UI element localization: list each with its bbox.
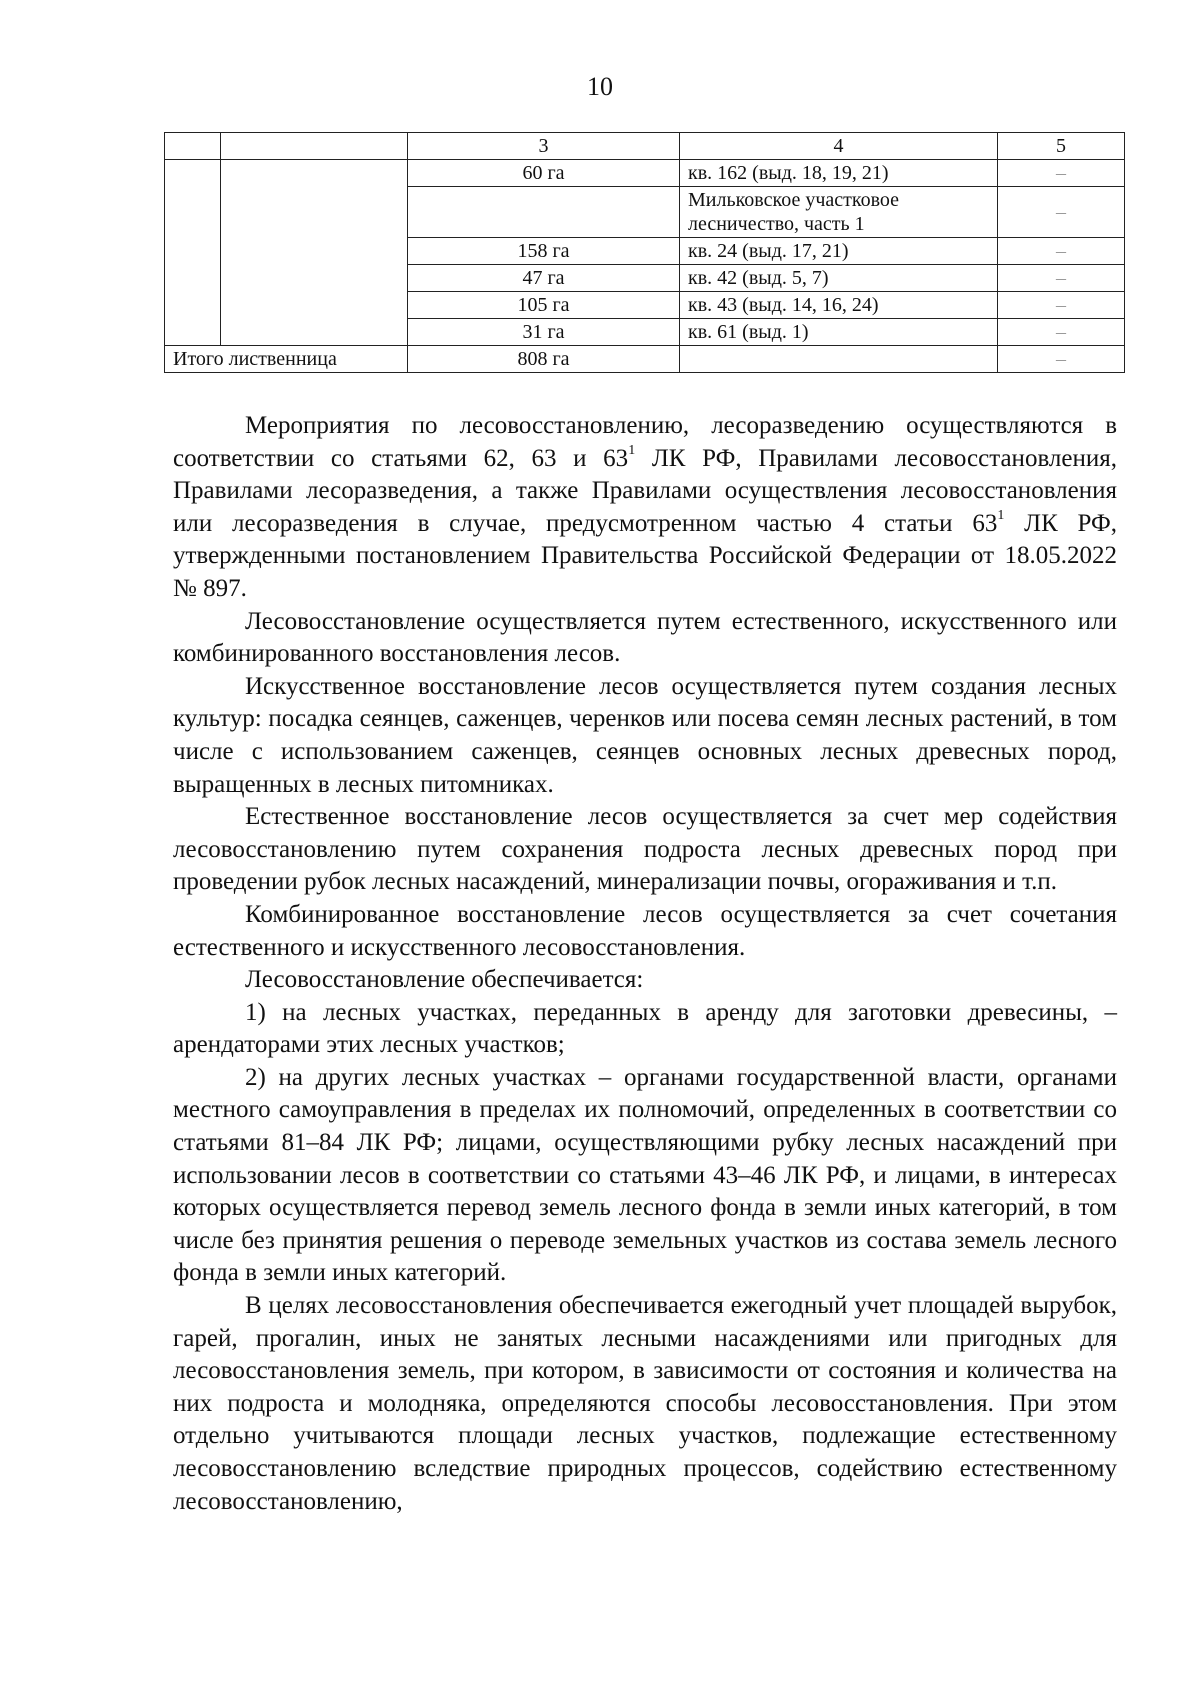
superscript: 1 bbox=[997, 508, 1005, 524]
area-cell: 31 га bbox=[408, 319, 680, 346]
header-cell-5: 5 bbox=[998, 133, 1125, 160]
merged-cell-1 bbox=[165, 160, 221, 346]
total-dash: – bbox=[998, 346, 1125, 373]
superscript: 1 bbox=[628, 443, 636, 459]
table-row bbox=[165, 160, 1125, 187]
paragraph-methods: Лесовосстановление осуществляется путем естественного, искусственного или комбинированного восстановления лесов. bbox=[173, 607, 1117, 668]
header-cell-4: 4 bbox=[680, 133, 998, 160]
area-cell: 158 га bbox=[408, 238, 680, 265]
location-cell: Мильковское участковое лесничество, часть 1 bbox=[680, 187, 998, 238]
paragraph-natural: Естественное восстановление лесов осуществляется за счет мер содействия лесовосстановлению путем сохранения подроста лесных древесных пород при проведении рубок лесных насаждений, минерализации почвы, огораживания и т.п. bbox=[173, 803, 1117, 896]
location-cell: кв. 61 (выд. 1) bbox=[680, 319, 998, 346]
dash-cell: – bbox=[998, 160, 1125, 187]
text-run: Мероприятия по лесовосстановлению, лесоразведению осуществляются в соответствии со статьями 62, 63 и 63 bbox=[173, 412, 1117, 472]
merged-cell-2 bbox=[221, 160, 408, 346]
text-run: ЛК РФ, Правилами лесовосстановления, Правилами лесоразведения, а также Правилами осуществления лесовосстановления или лесоразведения в случае, предусмотренном частью 4 статьи 63 bbox=[173, 444, 1117, 537]
table-header-row bbox=[165, 133, 1125, 160]
text-run: ЛК РФ, утвержденными постановлением Правительства Российской Федерации от 18.05.2022 № 897. bbox=[173, 509, 1118, 602]
paragraph-item-1: 1) на лесных участках, переданных в аренду для заготовки древесины, – арендаторами этих лесных участков; bbox=[173, 998, 1117, 1059]
location-cell: кв. 43 (выд. 14, 16, 24) bbox=[680, 292, 998, 319]
dash-cell: – bbox=[998, 319, 1125, 346]
location-cell: кв. 24 (выд. 17, 21) bbox=[680, 238, 998, 265]
header-cell-3: 3 bbox=[408, 133, 680, 160]
area-cell bbox=[408, 187, 680, 238]
area-cell: 60 га bbox=[408, 160, 680, 187]
page-number: 10 bbox=[587, 72, 613, 101]
area-cell: 47 га bbox=[408, 265, 680, 292]
dash-cell: – bbox=[998, 238, 1125, 265]
dash-cell: – bbox=[998, 187, 1125, 238]
total-location bbox=[680, 346, 998, 373]
paragraph-artificial: Искусственное восстановление лесов осуществляется путем создания лесных культур: посадка сеянцев, саженцев, черенков или посева семян лесных растений, в том числе с использованием саженцев, сеянцев основных лесных древесных пород, выращенных в лесных питомниках. bbox=[173, 672, 1117, 798]
dash-cell: – bbox=[998, 265, 1125, 292]
paragraph-provided-by: Лесовосстановление обеспечивается: bbox=[245, 966, 644, 994]
location-cell: кв. 162 (выд. 18, 19, 21) bbox=[680, 160, 998, 187]
area-cell: 105 га bbox=[408, 292, 680, 319]
body-text bbox=[173, 410, 1117, 1518]
paragraph-legal-basis bbox=[173, 410, 1117, 606]
paragraph-item-2: 2) на других лесных участках – органами государственной власти, органами местного самоуправления в пределах их полномочий, определенных в соответствии со статьями 81–84 ЛК РФ; лицами, осуществляющими рубку лесных насаждений при использовании лесов в соответствии со статьями 43–46 ЛК РФ, и лицами, в интересах которых осуществляется перевод земель лесного фонда в земли иных категорий, в том числе без принятия решения о переводе земельных участков из состава земель лесного фонда в земли иных категорий. bbox=[173, 1063, 1117, 1287]
paragraph-combined: Комбинированное восстановление лесов осуществляется за счет сочетания естественного и искусственного лесовосстановления. bbox=[173, 900, 1117, 961]
table-total-row bbox=[165, 346, 1125, 373]
paragraph-accounting: В целях лесовосстановления обеспечивается ежегодный учет площадей вырубок, гарей, прогалин, иных не занятых лесными насаждениями или пригодных для лесовосстановления земель, при котором, в зависимости от состояния и количества на них подроста и молодняка, определяются способы лесовосстановления. При этом отдельно учитываются площади лесных участков, подлежащие естественному лесовосстановлению вследствие природных процессов, содействию естественному лесовосстановлению, bbox=[173, 1292, 1117, 1515]
location-cell: кв. 42 (выд. 5, 7) bbox=[680, 265, 998, 292]
forest-table bbox=[164, 132, 1125, 373]
header-cell-2 bbox=[221, 133, 408, 160]
dash-cell: – bbox=[998, 292, 1125, 319]
header-cell-1 bbox=[165, 133, 221, 160]
total-label: Итого лиственница bbox=[165, 346, 408, 373]
total-area: 808 га bbox=[408, 346, 680, 373]
